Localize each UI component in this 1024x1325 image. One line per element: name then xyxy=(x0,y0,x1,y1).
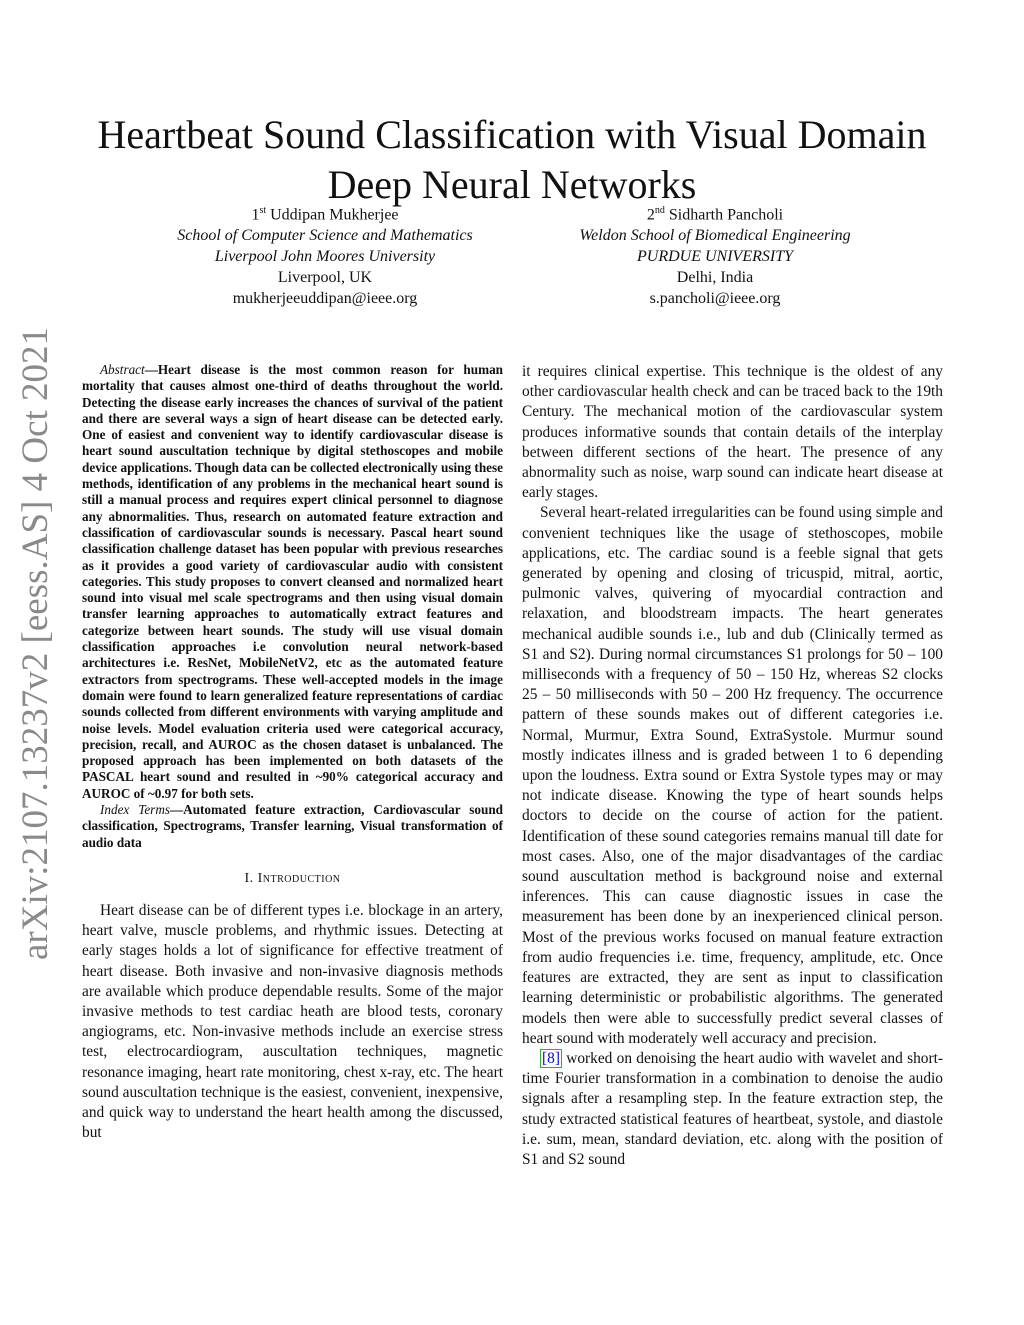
abstract-label: Abstract xyxy=(100,362,145,377)
paragraph: Heart disease can be of different types i.e. blockage in an artery, heart valve, muscle problems, and rhythmic issues. Detecting at early stages holds a lot of significance for effective treatment of heart disease. Both invasive and non-invasive diagnosis methods are available which produce dependable results. Some of the major invasive methods to test cardiac heath are blood tests, coronary angiograms, etc. Non-invasive methods include an exercise stress test, electrocardiogram, auscultation techniques, magnetic resonance imaging, heart rate monitoring, chest x-ray, etc. The heart sound auscultation technique is the easiest, convenient, inexpensive, and quick way to understand the heart health among the discussed, but xyxy=(82,901,503,1142)
author-email[interactable]: s.pancholi@ieee.org xyxy=(649,290,781,308)
author-location: Delhi, India xyxy=(676,269,754,287)
author-institution: Liverpool John Moores University xyxy=(214,248,436,266)
right-column xyxy=(522,362,943,1170)
author-name: 2nd Sidharth Pancholi xyxy=(646,205,784,224)
paper-title: Heartbeat Sound Classification with Visual Domain Deep Neural Networks xyxy=(97,111,927,207)
index-terms-text: —Automated feature extraction, Cardiovascular sound classification, Spectrograms, Transfer learning, Visual transformation of audio data xyxy=(82,802,503,850)
index-terms-label: Index Terms xyxy=(100,802,170,818)
paragraph: [8] worked on denoising the heart audio with wavelet and short-time Fourier transformation in a combination to denoise the audio signals after a resampling step. In the feature extraction step, the study extracted statistical features of heartbeat, systole, and diastole i.e. sum, mean, standard deviation, etc. along with the position of S1 and S2 sound xyxy=(522,1049,943,1168)
paragraph: it requires clinical expertise. This technique is the oldest of any other cardiovascular health check and can be traced back to the 19th Century. The mechanical motion of the cardiovascular system produces informative sounds that contain details of the interplay between different sections of the heart. The presence of any abnormality such as noise, warp sound can indicate heart disease at early stages. xyxy=(522,363,943,502)
author-location: Liverpool, UK xyxy=(277,269,373,287)
author-name: 1st Uddipan Mukherjee xyxy=(251,205,399,224)
section-heading-introduction: I. Introduction xyxy=(244,870,341,886)
abstract-text: —Heart disease is the most common reason for human mortality that causes almost one-third of deaths throughout the world. Detecting the disease early increases the chances of survival of the patient and there are several ways a sign of heart disease can be detected early. One of easiest and convenient way to identify cardiovascular disease is heart sound auscultation technique by digital stethoscopes and mobile device applications. Though data can be collected electronically using these methods, identification of any problems in the mechanical heart sound is still a manual process and requires expert clinical personnel to diagnose any abnormalities. Thus, research on automated feature extraction and classification of cardiovascular sounds is necessary. Pascal heart sound classification challenge dataset has been popular with previous researches as it provides a good variety of cardiovascular audio with consistent categories. This study proposes to convert cleansed and normalized heart sound into visual mel scale spectrograms and then using visual domain transfer learning approaches to automatically extract features and categorize between heart sounds. The study will use visual domain classification approaches i.e convolution neural network-based architectures i.e. ResNet, MobileNetV2, etc as the automated feature extractors from spectrograms. These well-accepted models in the image domain were found to learn generalized feature representations of cardiac sounds collected from different environments with varying amplitude and noise levels. Model evaluation criteria used were categorical accuracy, precision, recall, and AUROC as the chosen dataset is unbalanced. The proposed approach has been implemented on both datasets of the PASCAL heart sound and resulted in ~90% categorical accuracy and AUROC of ~0.97 for both sets. xyxy=(82,362,503,801)
abstract xyxy=(82,362,503,802)
author-institution: PURDUE UNIVERSITY xyxy=(637,248,793,266)
left-column xyxy=(82,362,503,1143)
author-department: Weldon School of Biomedical Engineering xyxy=(579,227,851,245)
paragraph: Several heart-related irregularities can be found using simple and convenient techniques like the usage of stethoscopes, mobile applications, etc. The cardiac sound is a feeble signal that gets generated by opening and closing of tricuspid, mitral, aortic, pulmonic valves, quivering of myocardial contraction and relaxation, and bloodstream impacts. The heart generates mechanical audible sounds i.e., lub and dub (Clinically termed as S1 and S2). During normal circumstances S1 prolongs for 50 – 100 milliseconds with a frequency of 50 – 150 Hz, whereas S2 clocks 25 – 50 milliseconds with 50 – 200 Hz frequency. The occurrence pattern of these sounds makes out of different categories i.e. Normal, Murmur, Extra Sound, ExtraSystole. Murmur sound mostly indicates illness and is graded between 1 to 6 depending upon the loudness. Extra sound or Extra Systole types may or may not indicate disease. Knowing the type of heart sounds helps doctors to decide on the course of action for the patient. Identification of these sound categories remains manual till date for most cases. Also, one of the major disadvantages of the cardiac sound auscultation method is background noise and external inferences. This can cause diagnostic issues in case the measurement has been done by an inexperienced clinical person. Most of the previous works focused on manual feature extraction from audio frequencies i.e. time, frequency, amplitude, etc. Once features are extracted, they are sent as input to classification learning deterministic or probabilistic algorithms. The generated models then were able to successfully predict several classes of heart sound with moderately well accuracy and precision. xyxy=(522,504,943,1047)
author-block-2 xyxy=(530,200,900,309)
author-email[interactable]: mukherjeeuddipan@ieee.org xyxy=(232,290,418,308)
citation-link[interactable]: [8] xyxy=(542,1049,560,1067)
arxiv-identifier-stamp: arXiv:2107.13237v2 [eess.AS] 4 Oct 2021 xyxy=(15,326,56,960)
author-block-1 xyxy=(140,200,510,309)
author-department: School of Computer Science and Mathematics xyxy=(177,227,473,245)
index-terms xyxy=(82,802,503,851)
